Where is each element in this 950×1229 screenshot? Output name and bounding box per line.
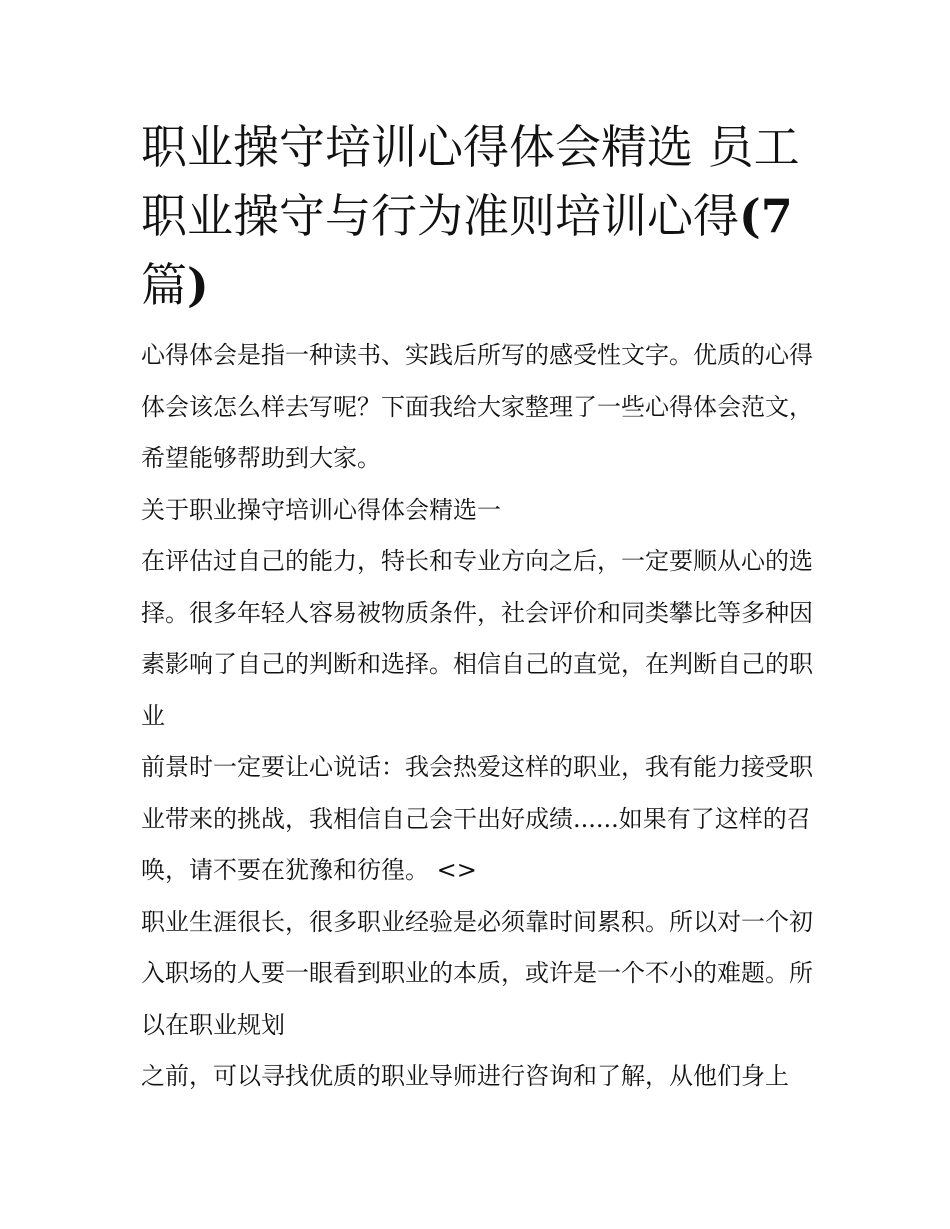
section-heading: 关于职业操守培训心得体会精选一 [141,495,501,524]
intro-paragraph: 心得体会是指一种读书、实践后所写的感受性文字。优质的心得体会该怎么样去写呢？下面我给大家整理了一些心得体会范文，希望能够帮助到大家。 [141,341,813,472]
body-paragraph: 前景时一定要让心说话：我会热爱这样的职业，我有能力接受职业带来的挑战，我相信自己会干出好成绩......如果有了这样的召唤，请不要在犹豫和彷徨。 <> [141,753,813,884]
document-content [141,113,813,1103]
title-main-text: 职业操守培训心得体会精选 员工职业操守与行为准则培训心得 [141,120,800,243]
body-paragraph: 职业生涯很长，很多职业经验是必须靠时间累积。所以对一个初入职场的人要一眼看到职业的本质，或许是一个不小的难题。所以在职业规划 [141,907,813,1039]
body-paragraph: 之前，可以寻找优质的职业导师进行咨询和了解，从他们身上 [141,1062,789,1090]
document-body [141,330,813,1103]
document-title [141,113,813,320]
title-count-open: (7 [739,189,793,243]
title-count-close: ) [187,258,209,312]
body-paragraph: 在评估过自己的能力，特长和专业方向之后，一定要顺从心的选择。很多年轻人容易被物质条件，社会评价和同类攀比等多种因素影响了自己的判断和选择。相信自己的直觉，在判断自己的职业 [141,547,813,730]
title-count-unit: 篇 [141,258,187,312]
